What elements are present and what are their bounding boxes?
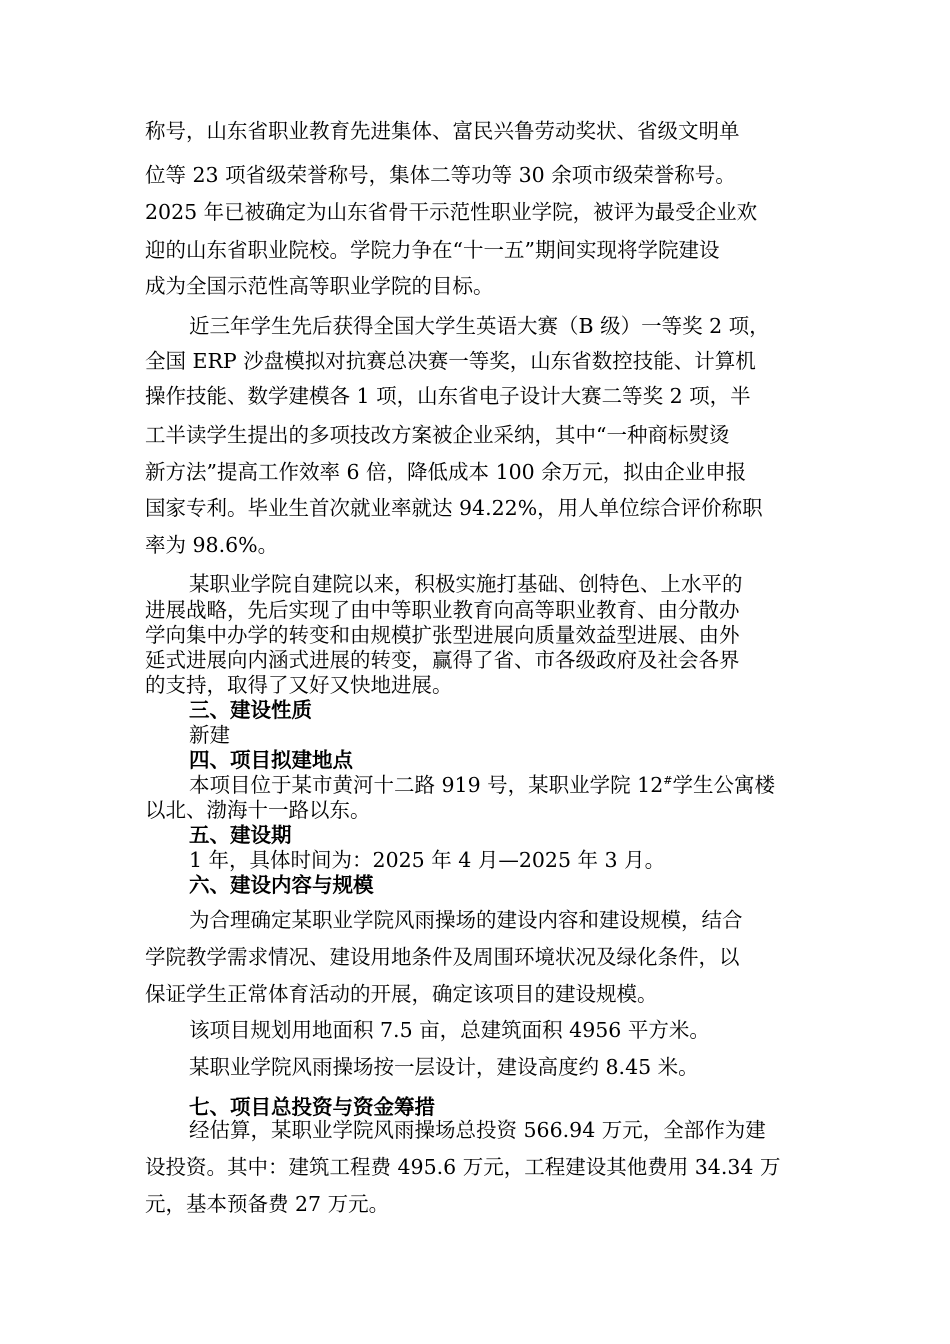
- paragraph-line: 新方法”提高工作效率 6 倍，降低成本 100 余万元，拟由企业申报: [145, 460, 747, 484]
- paragraph-line: 设投资。其中：建筑工程费 495.6 万元，工程建设其他费用 34.34 万: [145, 1155, 781, 1179]
- paragraph-line: 学向集中办学的转变和由规模扩张型进展向质量效益型进展、由外: [145, 623, 740, 647]
- section-text: 1 年，具体时间为：2025 年 4 月—2025 年 3 月。: [189, 848, 666, 872]
- location-text: 学生公寓楼: [672, 773, 775, 797]
- section-heading: 五、建设期: [189, 823, 292, 847]
- paragraph-line: 全国 ERP 沙盘模拟对抗赛总决赛一等奖，山东省数控技能、计算机: [145, 349, 756, 373]
- paragraph-line: 操作技能、数学建模各 1 项，山东省电子设计大赛二等奖 2 项，半: [145, 384, 751, 408]
- section-heading: 三、建设性质: [189, 698, 312, 722]
- paragraph-line: 2025 年已被确定为山东省骨干示范性职业学院，被评为最受企业欢: [145, 200, 758, 224]
- paragraph-line: 国家专利。毕业生首次就业率就达 94.22%，用人单位综合评价称职: [145, 496, 763, 520]
- paragraph-line: 位等 23 项省级荣誉称号，集体二等功等 30 余项市级荣誉称号。: [145, 163, 736, 187]
- paragraph-line: 近三年学生先后获得全国大学生英语大赛（B 级）一等奖 2 项，: [189, 314, 770, 338]
- paragraph-line: 元，基本预备费 27 万元。: [145, 1192, 390, 1216]
- section-text: 新建: [189, 723, 230, 747]
- paragraph-line: 经估算，某职业学院风雨操场总投资 566.94 万元，全部作为建: [189, 1118, 766, 1142]
- paragraph-line: 为合理确定某职业学院风雨操场的建设内容和建设规模，结合: [189, 908, 743, 932]
- paragraph-line: 率为 98.6%。: [145, 533, 279, 557]
- paragraph-line: 该项目规划用地面积 7.5 亩，总建筑面积 4956 平方米。: [189, 1018, 710, 1042]
- paragraph-line: 保证学生正常体育活动的开展，确定该项目的建设规模。: [145, 982, 658, 1006]
- paragraph-line: 以北、渤海十一路以东。: [145, 798, 371, 822]
- paragraph-line: 工半读学生提出的多项技改方案被企业采纳，其中“一种商标熨烫: [145, 423, 730, 447]
- section-heading: 四、项目拟建地点: [189, 748, 353, 772]
- location-text: 本项目位于某市黄河十二路 919 号，某职业学院 12: [189, 773, 664, 797]
- paragraph-line: 迎的山东省职业院校。学院力争在“十一五”期间实现将学院建设: [145, 238, 720, 262]
- paragraph-line: 称号，山东省职业教育先进集体、富民兴鲁劳动奖状、省级文明单: [145, 119, 740, 143]
- paragraph-line: 某职业学院风雨操场按一层设计，建设高度约 8.45 米。: [189, 1055, 699, 1079]
- paragraph-line: 学院教学需求情况、建设用地条件及周围环境状况及绿化条件，以: [145, 945, 740, 969]
- paragraph-line: 进展战略，先后实现了由中等职业教育向高等职业教育、由分散办: [145, 598, 740, 622]
- paragraph-line: 成为全国示范性高等职业学院的目标。: [145, 274, 494, 298]
- paragraph-line: 的支持，取得了又好又快地进展。: [145, 673, 453, 697]
- paragraph-line: 某职业学院自建院以来，积极实施打基础、创特色、上水平的: [189, 572, 743, 596]
- section-heading: 六、建设内容与规模: [189, 873, 374, 897]
- section-heading: 七、项目总投资与资金筹措: [189, 1095, 435, 1119]
- paragraph-line: 延式进展向内涵式进展的转变，赢得了省、市各级政府及社会各界: [145, 648, 740, 672]
- location-line: [189, 772, 775, 798]
- superscript-mark: #: [663, 774, 673, 787]
